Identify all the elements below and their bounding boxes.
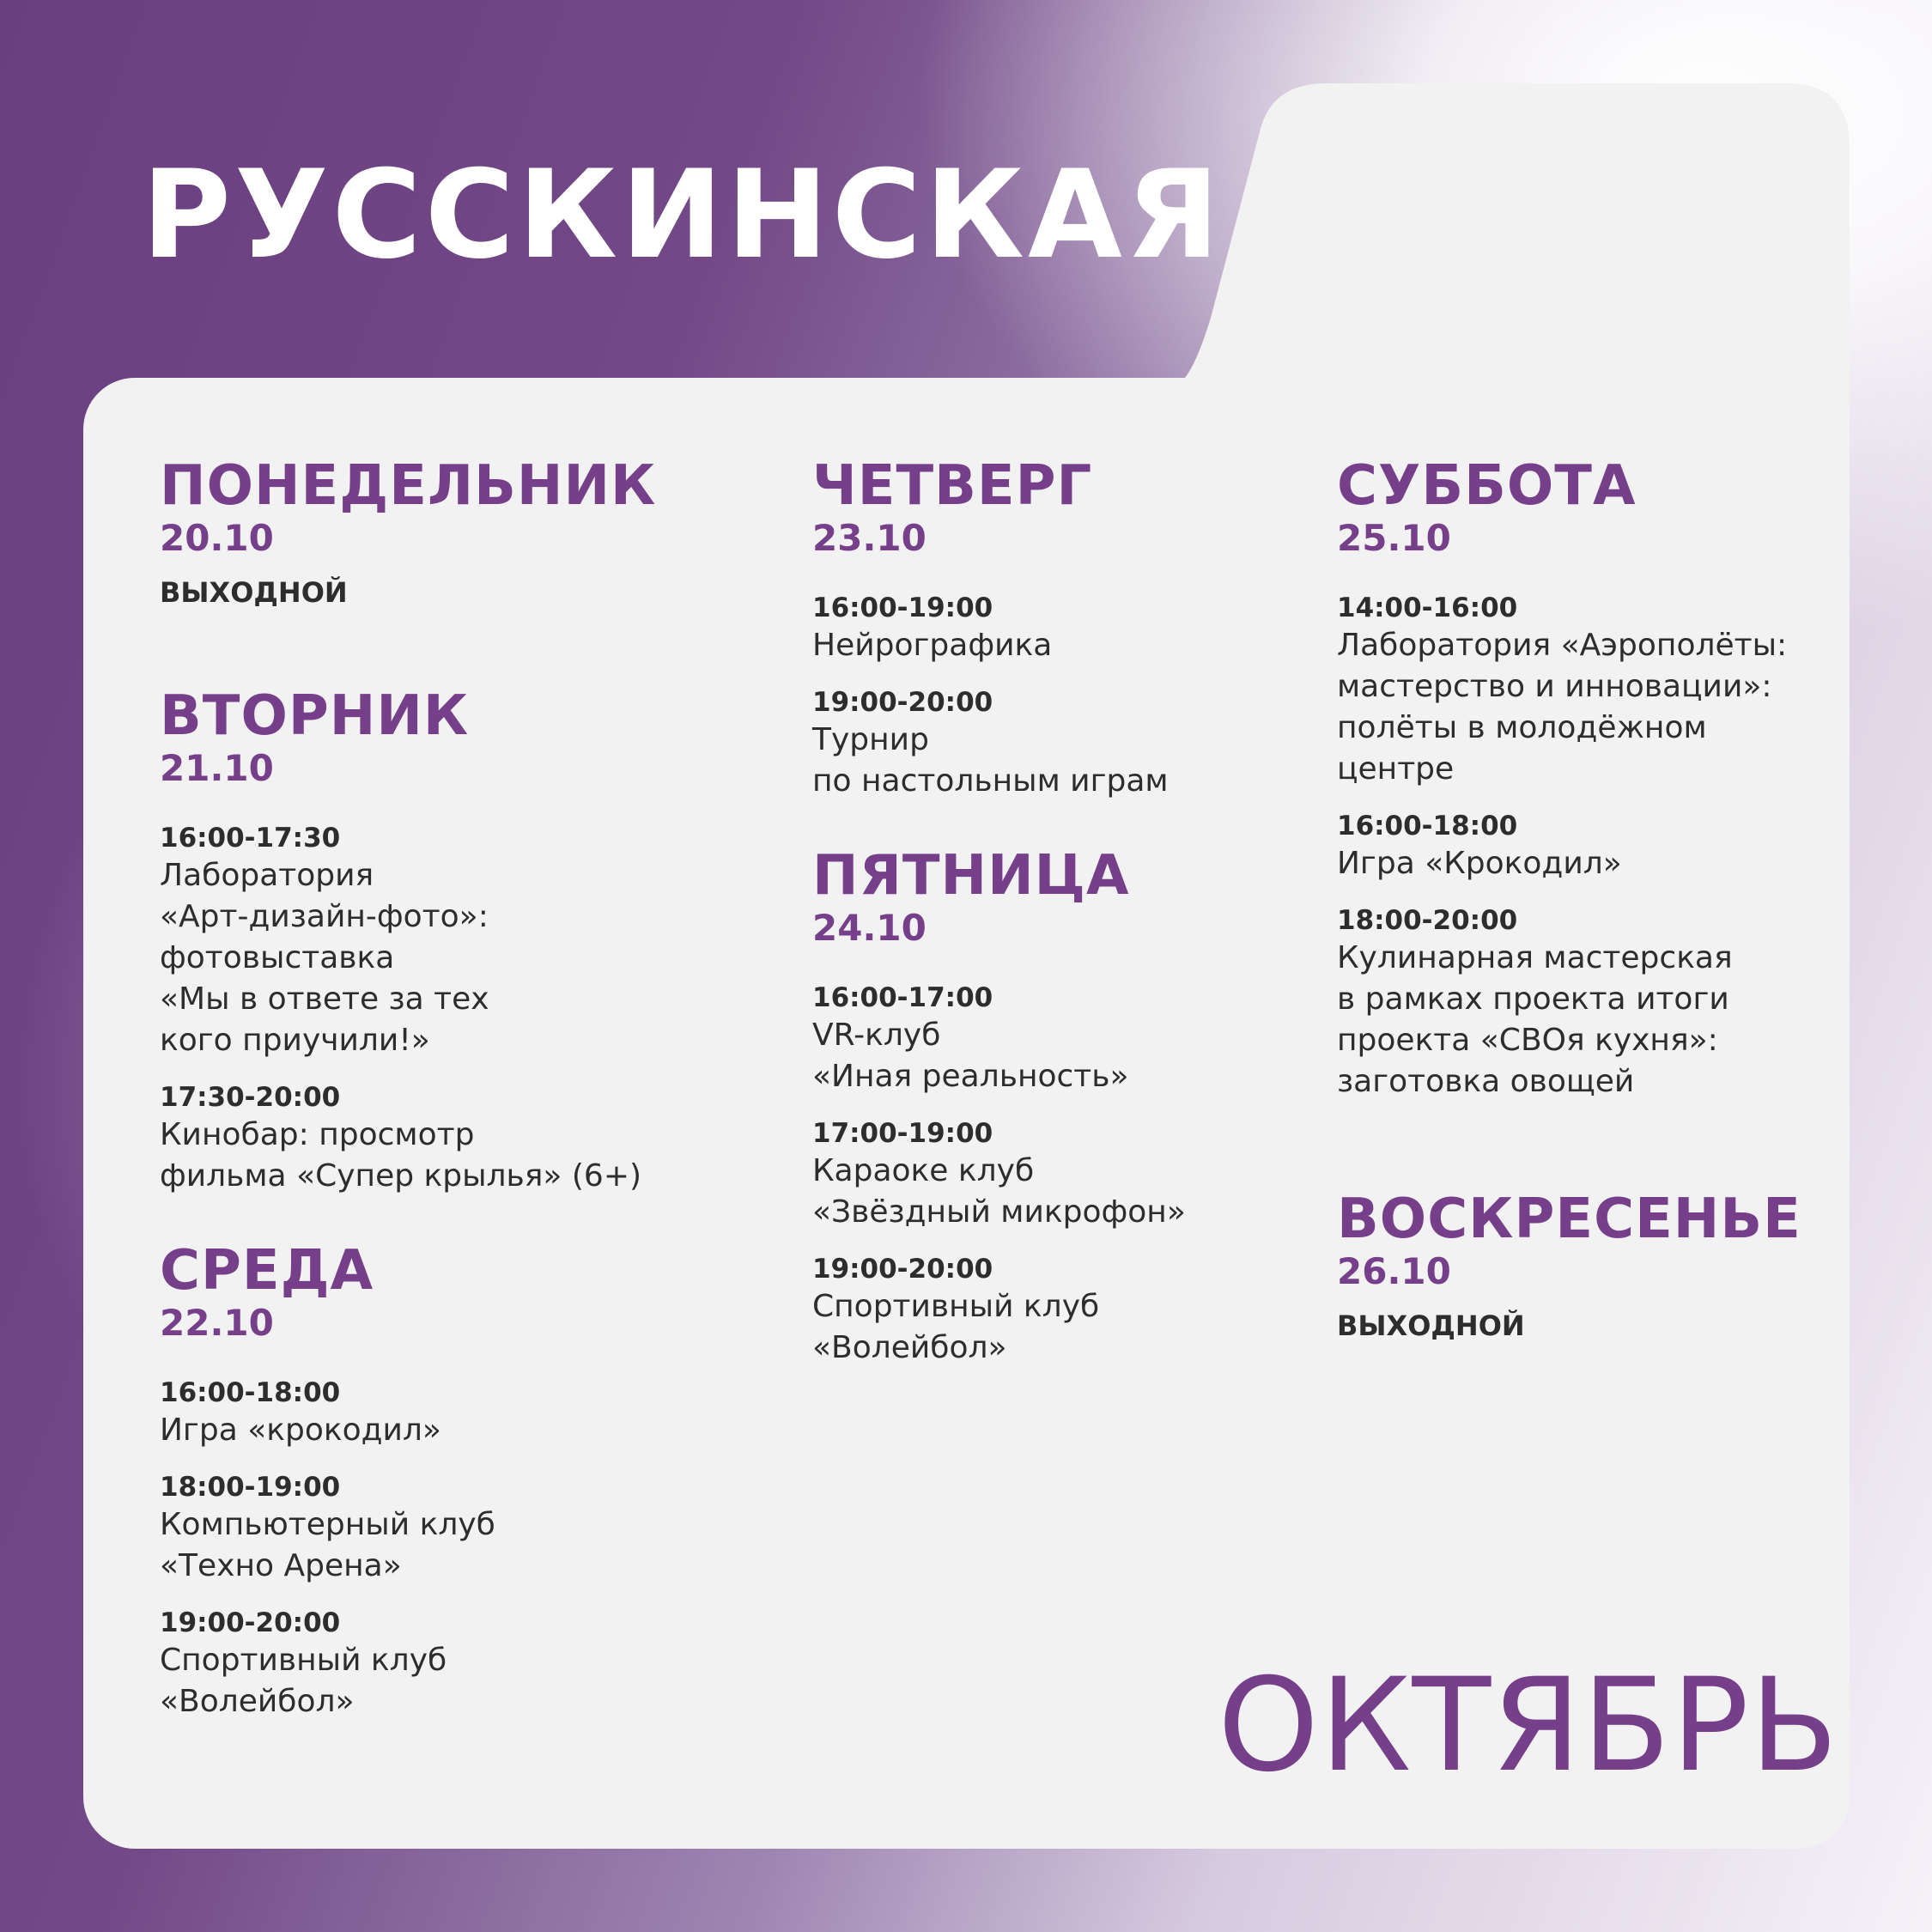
day-name: ПОНЕДЕЛЬНИК [160,454,657,518]
day-name: СУББОТА [1337,454,1637,518]
event-time: 18:00-20:00 [1337,905,1518,936]
event-title: Игра «крокодил» [160,1413,441,1448]
event-title: Турнир по настольным играм [812,722,1169,799]
event-item [160,1376,709,1451]
event-time: 14:00-16:00 [1337,592,1518,623]
day-monday [160,455,709,610]
column-3 [1337,455,1869,1420]
column-2 [812,455,1362,1446]
event-item [812,1116,1362,1233]
day-date: 26.10 [1337,1250,1451,1292]
event-time: 19:00-20:00 [160,1607,341,1638]
event-time: 16:00-18:00 [160,1377,341,1408]
event-time: 16:00-18:00 [1337,811,1518,841]
month-title: ОКТЯБРЬ [1218,1651,1839,1801]
event-time: 18:00-19:00 [160,1472,341,1503]
event-title: Спортивный клуб «Волейбол» [812,1289,1100,1365]
day-friday [812,845,1362,1369]
event-time: 16:00-17:00 [812,982,993,1013]
event-time: 19:00-20:00 [812,1254,993,1285]
event-title: Кинобар: просмотр фильма «Супер крылья» (6+) [160,1117,642,1194]
event-item [160,1606,709,1722]
event-time: 17:00-19:00 [812,1118,993,1149]
day-date: 20.10 [160,517,274,559]
day-name: ЧЕТВЕРГ [812,454,1093,518]
event-time: 16:00-19:00 [812,592,993,623]
event-title: Караоке клуб «Звёздный микрофон» [812,1153,1186,1230]
day-thursday [812,455,1362,802]
event-item [1337,591,1869,790]
event-title: Лаборатория «Аэрополёты: мастерство и инновации»: полёты в молодёжном центре [1337,628,1788,787]
day-tuesday [160,685,709,1197]
event-title: Нейрографика [812,628,1053,663]
event-title: Лаборатория «Арт-дизайн-фото»: фотовыставка «Мы в ответе за тех кого приучили!» [160,858,489,1058]
event-item [1337,809,1869,884]
day-name: СРЕДА [160,1239,374,1303]
day-date: 24.10 [812,907,927,949]
event-time: 19:00-20:00 [812,687,993,718]
day-off-label: ВЫХОДНОЙ [1337,1309,1525,1342]
day-date: 23.10 [812,517,927,559]
day-name: ПЯТНИЦА [812,844,1130,908]
day-saturday [1337,455,1869,1103]
event-title: Кулинарная мастерская в рамках проекта итоги проекта «СВОя кухня»: заготовка овощей [1337,940,1733,1099]
event-item [160,1080,709,1197]
day-date: 22.10 [160,1302,274,1344]
day-date: 21.10 [160,747,274,789]
event-item [160,1470,709,1587]
day-date: 25.10 [1337,517,1451,559]
event-item [812,981,1362,1097]
event-item [160,821,709,1061]
event-item [812,591,1362,666]
day-off-label: ВЫХОДНОЙ [160,576,348,609]
column-1 [160,455,709,1800]
day-sunday [1337,1188,1869,1343]
event-time: 17:30-20:00 [160,1082,341,1113]
day-wednesday [160,1240,709,1722]
event-title: Компьютерный клуб «Техно Арена» [160,1507,495,1583]
event-item [1337,903,1869,1103]
day-name: ВТОРНИК [160,684,470,748]
event-title: VR-клуб «Иная реальность» [812,1018,1129,1094]
brand-title: РУССКИНСКАЯ [142,144,1224,286]
event-title: Спортивный клуб «Волейбол» [160,1643,447,1719]
event-item [812,685,1362,802]
day-name: ВОСКРЕСЕНЬЕ [1337,1188,1801,1251]
event-item [812,1252,1362,1369]
event-time: 16:00-17:30 [160,823,341,854]
event-title: Игра «Крокодил» [1337,846,1622,881]
